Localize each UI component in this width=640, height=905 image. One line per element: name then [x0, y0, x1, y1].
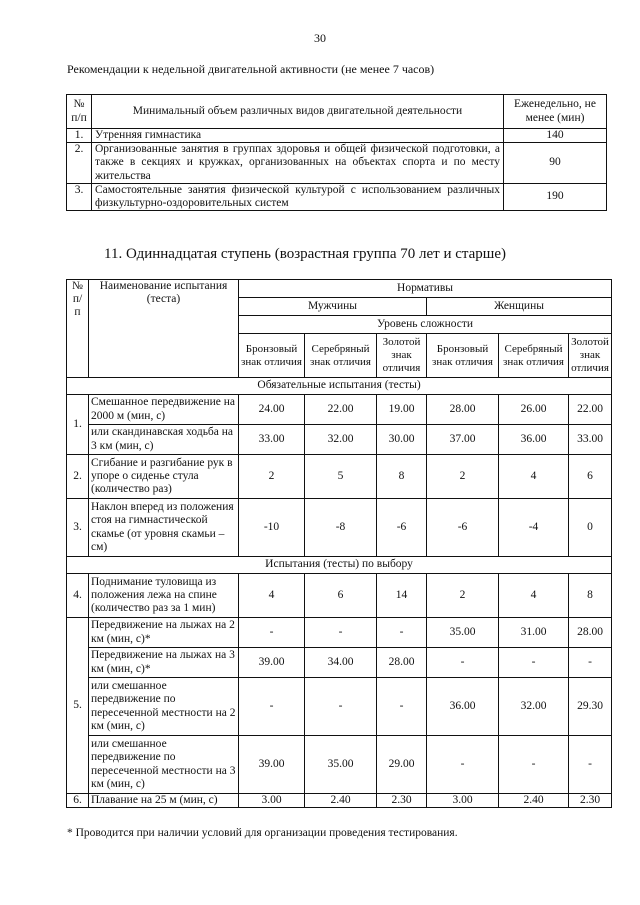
row-num: 1. [67, 129, 92, 143]
header-women-silver: Серебряный знак отличия [499, 334, 569, 378]
value-cell: 2 [427, 574, 499, 618]
value-cell: 28.00 [569, 618, 612, 648]
header-men-gold: Золотой знак отличия [377, 334, 427, 378]
row-test-name: Поднимание туловища из положения лежа на спине (количество раз за 1 мин) [89, 574, 239, 618]
value-cell: 5 [305, 455, 377, 499]
row-test-name: или смешанное передвижение по пересеченной местности на 3 км (мин, с) [89, 736, 239, 794]
row-test-name: Сгибание и разгибание рук в упоре о сиденье стула (количество раз) [89, 455, 239, 499]
value-cell: -4 [499, 499, 569, 557]
section-row [67, 378, 612, 395]
header-level: Уровень сложности [239, 316, 612, 334]
table-row [67, 129, 607, 143]
value-cell: 2.30 [569, 794, 612, 808]
table-row [67, 455, 612, 499]
header-men: Мужчины [239, 298, 427, 316]
row-test-name: Передвижение на лыжах на 2 км (мин, с)* [89, 618, 239, 648]
header-test: Наименование испытания (теста) [89, 280, 239, 378]
row-test-name: Передвижение на лыжах на 3 км (мин, с)* [89, 648, 239, 678]
table-row [67, 499, 612, 557]
header-row-1 [67, 280, 612, 298]
value-cell: 39.00 [239, 648, 305, 678]
table-row [67, 648, 612, 678]
value-cell: 2.30 [377, 794, 427, 808]
value-cell: 8 [377, 455, 427, 499]
header-norms: Нормативы [239, 280, 612, 298]
value-cell: 4 [239, 574, 305, 618]
value-cell: 32.00 [499, 678, 569, 736]
footnote: * Проводится при наличии условий для организации проведения тестирования. [67, 827, 458, 839]
row-test-name: Смешанное передвижение на 2000 м (мин, с) [89, 395, 239, 425]
value-cell: 36.00 [499, 425, 569, 455]
recommendation-title: Рекомендации к недельной двигательной активности (не менее 7 часов) [67, 62, 435, 76]
row-num: 5. [67, 618, 89, 794]
value-cell: 14 [377, 574, 427, 618]
value-cell: 36.00 [427, 678, 499, 736]
value-cell: 31.00 [499, 618, 569, 648]
value-cell: 32.00 [305, 425, 377, 455]
table-row [67, 183, 607, 210]
value-cell: - [377, 678, 427, 736]
header-women: Женщины [427, 298, 612, 316]
value-cell: 30.00 [377, 425, 427, 455]
row-test-name: Наклон вперед из положения стоя на гимнастической скамье (от уровня скамьи – см) [89, 499, 239, 557]
header-num: № п/п [67, 95, 92, 129]
value-cell: 4 [499, 455, 569, 499]
value-cell: 26.00 [499, 395, 569, 425]
value-cell: 3.00 [427, 794, 499, 808]
row-test-name: или смешанное передвижение по пересеченной местности на 2 км (мин, с) [89, 678, 239, 736]
value-cell: - [305, 678, 377, 736]
value-cell: 29.30 [569, 678, 612, 736]
row-num: 1. [67, 395, 89, 455]
row-activity: Организованные занятия в группах здоровья и общей физической подготовки, а также в секциях и кружках, организованных на объектах спорта и по месту жительства [92, 143, 504, 184]
value-cell: 2 [427, 455, 499, 499]
value-cell: 35.00 [427, 618, 499, 648]
table-row [67, 678, 612, 736]
header-men-silver: Серебряный знак отличия [305, 334, 377, 378]
value-cell: 34.00 [305, 648, 377, 678]
row-activity: Утренняя гимнастика [92, 129, 504, 143]
section-row [67, 557, 612, 574]
value-cell: - [499, 736, 569, 794]
value-cell: 39.00 [239, 736, 305, 794]
row-num: 4. [67, 574, 89, 618]
value-cell: 8 [569, 574, 612, 618]
section-mandatory: Обязательные испытания (тесты) [67, 378, 612, 395]
table-row [67, 736, 612, 794]
value-cell: 35.00 [305, 736, 377, 794]
header-num: № п/п [67, 280, 89, 378]
value-cell: - [427, 736, 499, 794]
value-cell: 22.00 [305, 395, 377, 425]
table-row [67, 794, 612, 808]
value-cell: 3.00 [239, 794, 305, 808]
row-num: 2. [67, 143, 92, 184]
value-cell: 19.00 [377, 395, 427, 425]
table-header-row [67, 95, 607, 129]
value-cell: - [569, 736, 612, 794]
value-cell: 2 [239, 455, 305, 499]
value-cell: 22.00 [569, 395, 612, 425]
header-women-gold: Золотой знак отличия [569, 334, 612, 378]
value-cell: - [377, 618, 427, 648]
stage-title: 11. Одиннадцатая ступень (возрастная группа 70 лет и старше) [104, 246, 506, 262]
table-row [67, 425, 612, 455]
value-cell: 28.00 [427, 395, 499, 425]
value-cell: -8 [305, 499, 377, 557]
header-men-bronze: Бронзовый знак отличия [239, 334, 305, 378]
value-cell: - [305, 618, 377, 648]
value-cell: 28.00 [377, 648, 427, 678]
value-cell: -6 [427, 499, 499, 557]
value-cell: - [239, 678, 305, 736]
value-cell: 2.40 [499, 794, 569, 808]
table-row [67, 395, 612, 425]
value-cell: - [427, 648, 499, 678]
row-num: 3. [67, 183, 92, 210]
activity-table [66, 94, 607, 211]
table-row [67, 574, 612, 618]
value-cell: 6 [305, 574, 377, 618]
norms-table [66, 279, 612, 808]
header-activity: Минимальный объем различных видов двигательной деятельности [92, 95, 504, 129]
value-cell: 0 [569, 499, 612, 557]
value-cell: 2.40 [305, 794, 377, 808]
table-row [67, 618, 612, 648]
value-cell: -6 [377, 499, 427, 557]
value-cell: -10 [239, 499, 305, 557]
row-test-name: или скандинавская ходьба на 3 км (мин, с) [89, 425, 239, 455]
page-number: 30 [314, 31, 326, 45]
value-cell: 6 [569, 455, 612, 499]
value-cell: 29.00 [377, 736, 427, 794]
row-num: 2. [67, 455, 89, 499]
row-num: 3. [67, 499, 89, 557]
value-cell: 24.00 [239, 395, 305, 425]
row-activity: Самостоятельные занятия физической культурой с использованием различных физкультурно-оздоровительных систем [92, 183, 504, 210]
row-minutes: 140 [504, 129, 607, 143]
section-optional: Испытания (тесты) по выбору [67, 557, 612, 574]
value-cell: 33.00 [569, 425, 612, 455]
row-num: 6. [67, 794, 89, 808]
value-cell: - [569, 648, 612, 678]
header-women-bronze: Бронзовый знак отличия [427, 334, 499, 378]
value-cell: - [239, 618, 305, 648]
value-cell: 37.00 [427, 425, 499, 455]
table-row [67, 143, 607, 184]
row-test-name: Плавание на 25 м (мин, с) [89, 794, 239, 808]
value-cell: 4 [499, 574, 569, 618]
row-minutes: 90 [504, 143, 607, 184]
row-minutes: 190 [504, 183, 607, 210]
value-cell: - [499, 648, 569, 678]
value-cell: 33.00 [239, 425, 305, 455]
header-weekly: Еженедельно, не менее (мин) [504, 95, 607, 129]
